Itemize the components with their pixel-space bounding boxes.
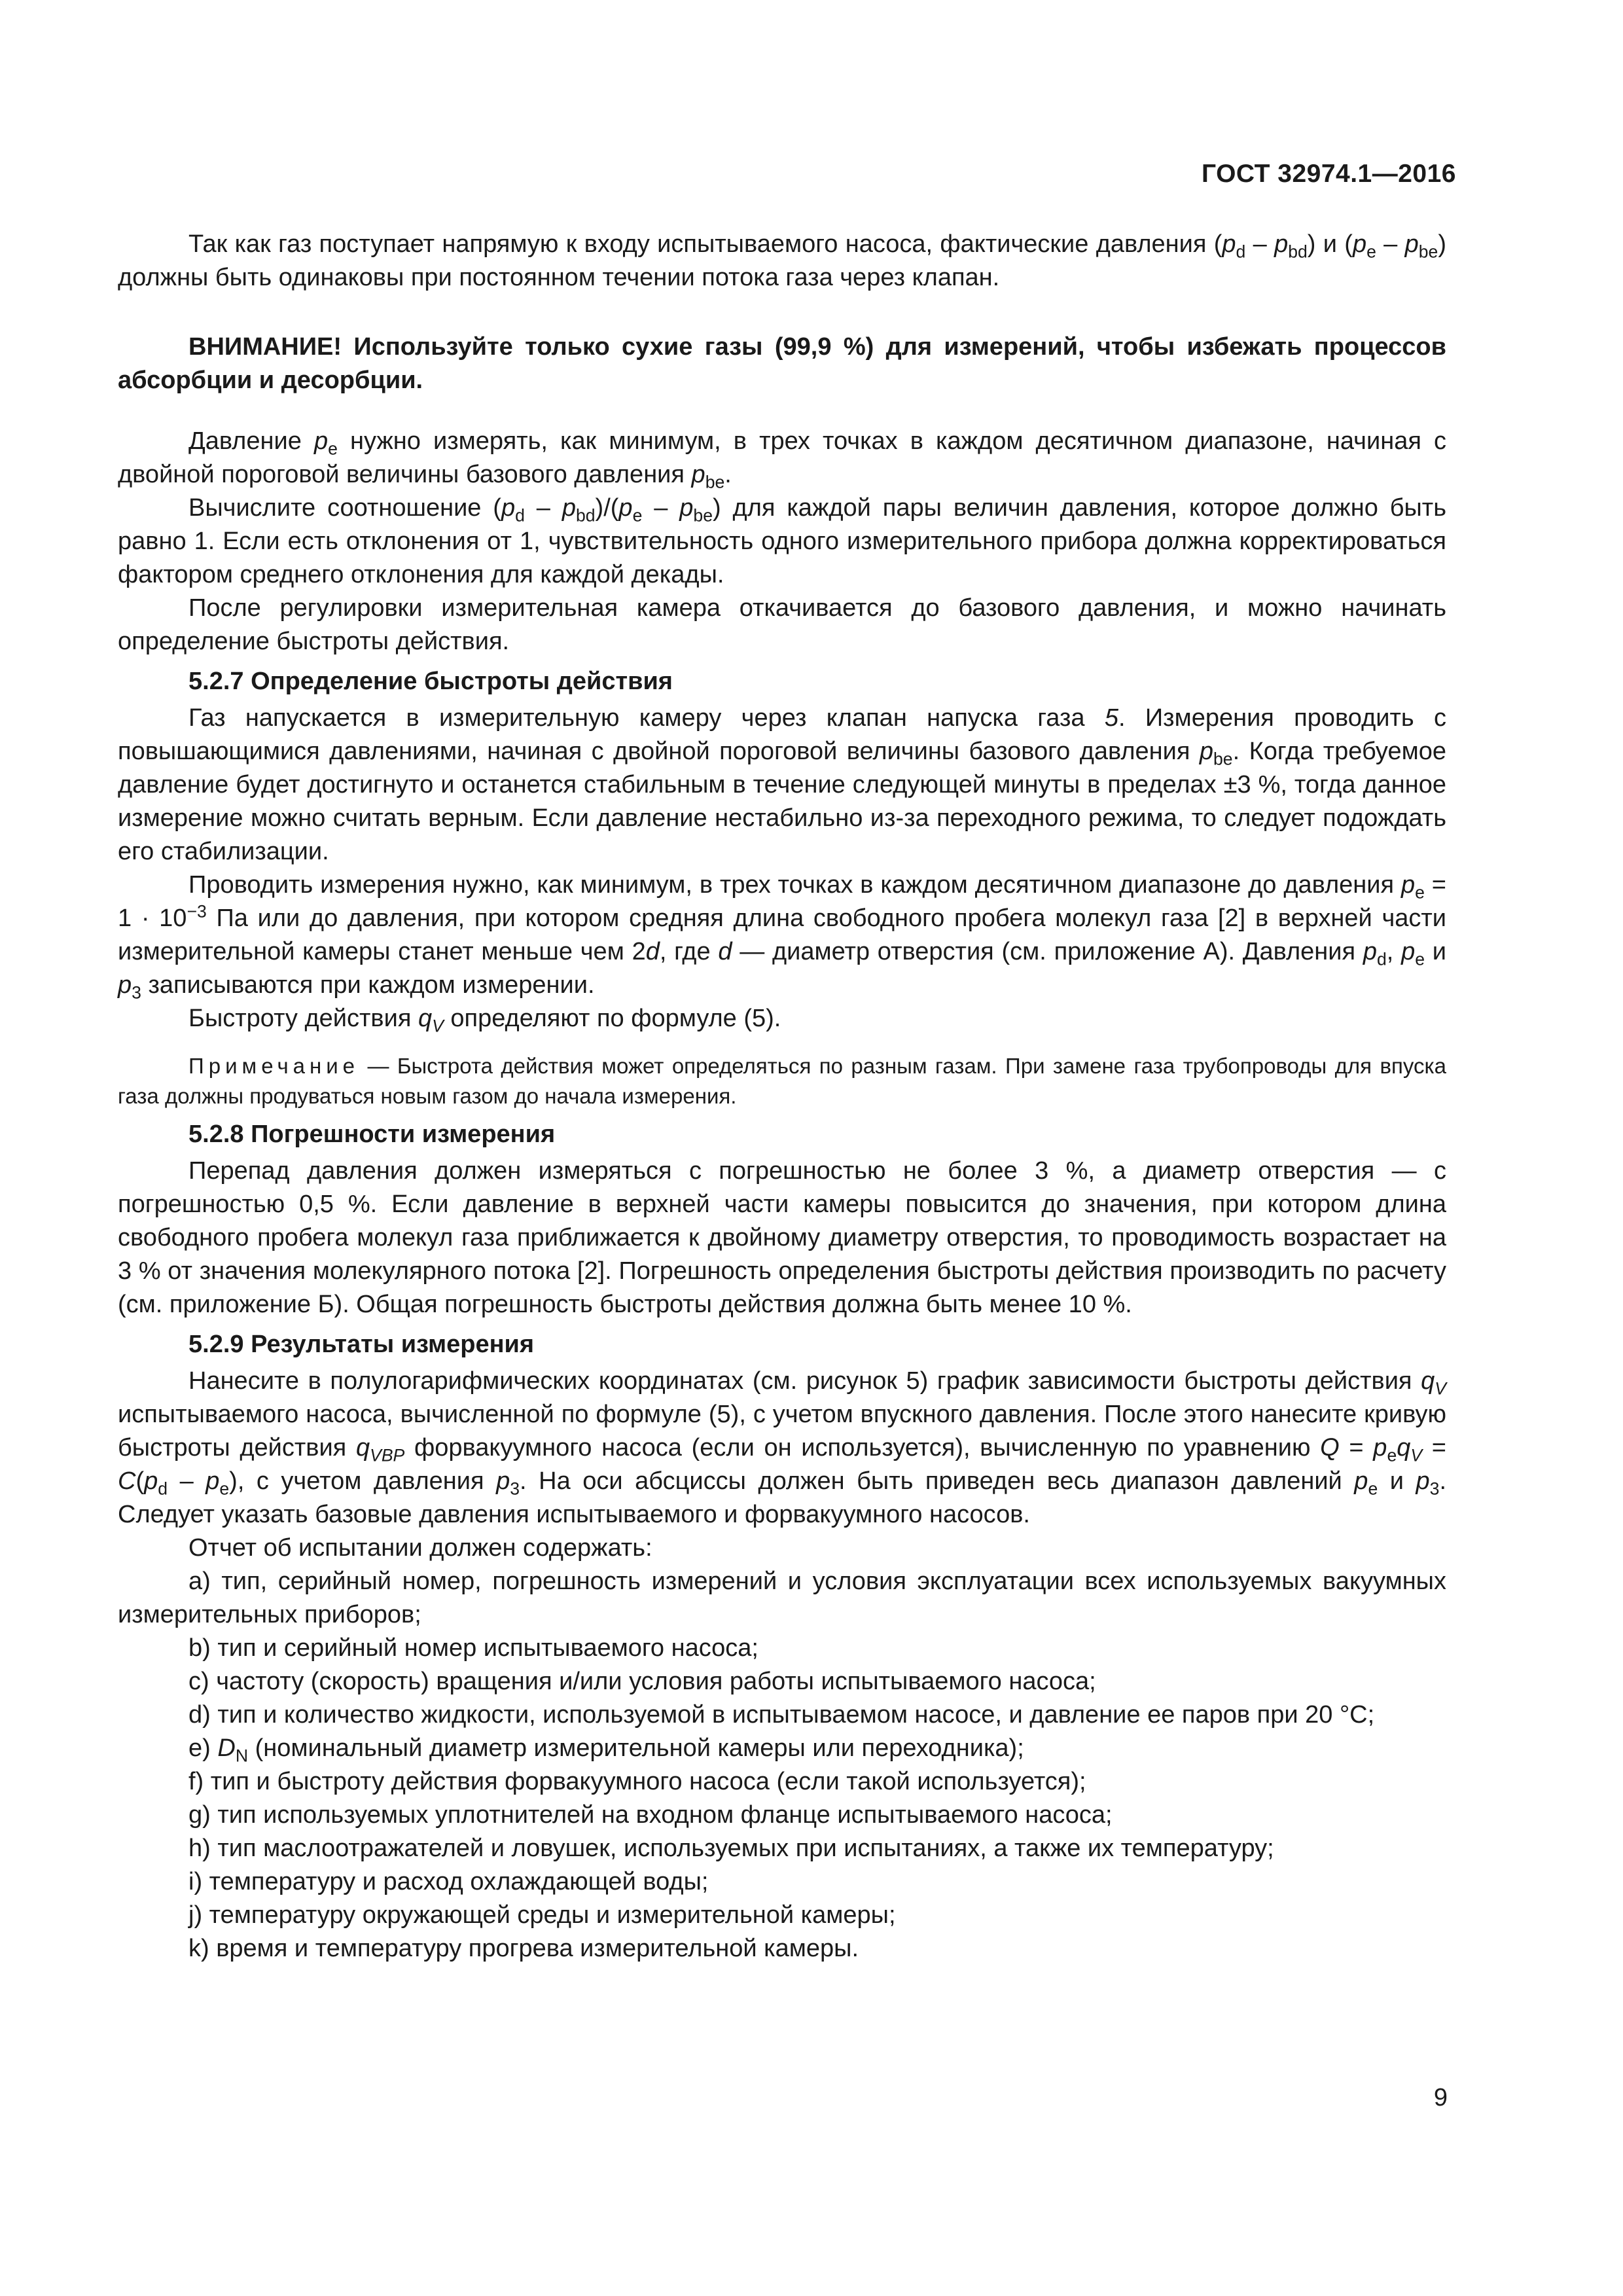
note-paragraph: Примечание — Быстрота действия может определяться по разным газам. При замене газа трубопроводы для впуска газа должны продуваться новым газом до начала измерения. — [118, 1054, 1446, 1108]
note-label: Примечание — [188, 1054, 360, 1078]
warning-notice: ВНИМАНИЕ! Используйте только сухие газы (99,9 %) для измерений, чтобы избежать процессов абсорбции и десорбции. — [118, 333, 1446, 394]
list-item-a: a) тип, серийный номер, погрешность измерений и условия эксплуатации всех используемых вакуумных измерительных приборов; — [118, 1568, 1446, 1628]
list-item-k: k) время и температуру прогрева измерительной камеры. — [188, 1935, 859, 1962]
paragraph-pressure-measurement: Давление $p_e$ нужно измерять, как минимум, в трех точках в каждом десятичном диапазоне, начиная с двойной пороговой величины базового давления $p_{be}$. — [118, 427, 1446, 492]
page-number: 9 — [1433, 2084, 1448, 2111]
list-item-j: j) температуру окружающей среды и измерительной камеры; — [188, 1901, 896, 1929]
list-item-c: c) частоту (скорость) вращения и/или условия работы испытываемого насоса; — [188, 1668, 1096, 1695]
section-5-2-7-paragraph-2: Проводить измерения нужно, как минимум, в трех точках в каждом десятичном диапазоне до давления $p_e = 1 \cdot 10^{-3}$ Па или до давления, при котором средняя длина свободного пробега молекул газа [2] в верхней части измерительной камеры станет меньше чем 2d, где d — диаметр отверстия (см. приложение А). Давления $p_d$, $p_e$ и $p_3$ записываются при каждом измерении. — [118, 871, 1447, 1003]
section-5-2-7-heading: 5.2.7 Определение быстроты действия — [188, 668, 673, 695]
section-5-2-7-paragraph-3: Быстроту действия $q_V$ определяют по формуле (5). — [188, 1005, 781, 1036]
list-item-e: e) $D_N$ (номинальный диаметр измерительной камеры или переходника); — [188, 1734, 1024, 1766]
list-item-d: d) тип и количество жидкости, используемой в испытываемом насосе, и давление ее паров при 20 °C; — [188, 1701, 1375, 1729]
standard-code-header: ГОСТ 32974.1—2016 — [1201, 160, 1456, 188]
section-5-2-7-paragraph-1: Газ напускается в измерительную камеру через клапан напуска газа 5. Измерения проводить с повышающимися давлениями, начиная с двойной пороговой величины базового давления $p_{be}$. Когда требуемое давление будет достигнуто и останется стабильным в течение следующей минуты в пределах ±3 %, тогда данное измерение можно считать верным. Если давление нестабильно из-за переходного режима, то следует подождать его стабилизации. — [118, 704, 1446, 865]
list-item-b: b) тип и серийный номер испытываемого насоса; — [188, 1634, 758, 1662]
intro-paragraph: Так как газ поступает напрямую к входу испытываемого насоса, фактические давления $(p_d - p_{bd})$ и $(p_e - p_{be})$ должны быть одинаковы при постоянном течении потока газа через клапан. — [118, 230, 1446, 291]
list-item-h: h) тип маслоотражателей и ловушек, используемых при испытаниях, а также их температуру; — [188, 1835, 1274, 1862]
list-item-f: f) тип и быстроту действия форвакуумного насоса (если такой используется); — [188, 1768, 1086, 1795]
section-5-2-8-heading: 5.2.8 Погрешности измерения — [188, 1121, 556, 1148]
list-item-g: g) тип используемых уплотнителей на входном фланце испытываемого насоса; — [188, 1801, 1113, 1829]
page-content — [118, 228, 1446, 1965]
section-5-2-9-paragraph-1: Нанесите в полулогарифмических координатах (см. рисунок 5) график зависимости быстроты действия $q_V$ испытываемого насоса, вычисленной по формуле (5), с учетом впускного давления. После этого нанесите кривую быстроты действия $q_{VBP}$ форвакуумного насоса (если он используется), вычисленную по уравнению $Q = p_eq_V = C(p_d - p_e)$, с учетом давления $p_3$. На оси абсциссы должен быть приведен весь диапазон давлений $p_e$ и $p_3$. Следует указать базовые давления испытываемого и форвакуумного насосов. — [118, 1367, 1447, 1528]
report-requirements-list — [118, 1565, 1446, 1965]
section-5-2-9-heading: 5.2.9 Результаты измерения — [188, 1331, 535, 1358]
paragraph-adjustment: После регулировки измерительная камера откачивается до базового давления, и можно начинать определение быстроты действия. — [118, 594, 1446, 655]
paragraph-ratio: Вычислите соотношение $(p_d - p_{bd})/(p_e - p_{be})$ для каждой пары величин давления, которое должно быть равно 1. Если есть отклонения от 1, чувствительность одного измерительного прибора должна корректироваться фактором среднего отклонения для каждой декады. — [118, 494, 1447, 588]
section-5-2-9-paragraph-2: Отчет об испытании должен содержать: — [188, 1534, 652, 1562]
section-5-2-8-paragraph: Перепад давления должен измеряться с погрешностью не более 3 %, а диаметр отверстия — с погрешностью 0,5 %. Если давление в верхней части камеры повысится до значения, при котором длина свободного пробега молекул газа приближается к двойному диаметру отверстия, то проводимость возрастает на 3 % от значения молекулярного потока [2]. Погрешность определения быстроты действия производить по расчету (см. приложение Б). Общая погрешность быстроты действия должна быть менее 10 %. — [118, 1157, 1446, 1318]
list-item-i: i) температуру и расход охлаждающей воды; — [188, 1868, 709, 1895]
